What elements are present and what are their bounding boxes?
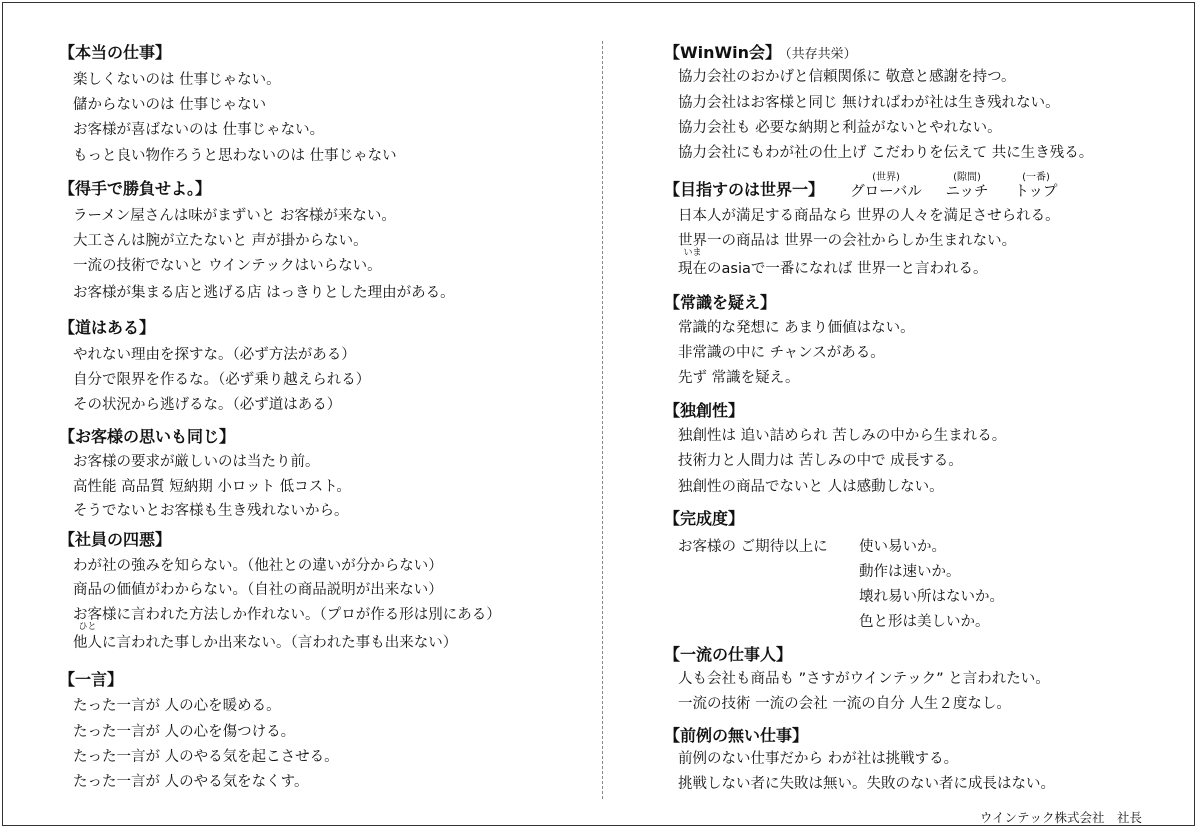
heading-title: 【WinWin会】	[664, 43, 782, 62]
section-heading: 【一言】	[59, 670, 124, 689]
section-line: ラーメン屋さんは味がまずいと お客様が来ない。	[73, 208, 396, 224]
ruby-word	[678, 248, 707, 279]
gloss-word: グローバル	[850, 184, 922, 200]
section-line: 動作は速いか。	[859, 564, 961, 580]
section-line: たった一言が 人のやる気をなくす。	[73, 774, 309, 790]
section-heading: 【お客様の思いも同じ】	[59, 427, 236, 446]
section-line: もっと良い物作ろうと思わないのは 仕事じゃない	[73, 148, 397, 164]
section-dokusosei	[664, 400, 1007, 495]
section-line: 自分で限界を作るな。（必ず乗り越えられる）	[73, 372, 371, 388]
section-okyakusama-no-omoi	[59, 426, 351, 519]
section-mezasu-wa-sekaiichi	[664, 172, 1060, 277]
section-hitokoto	[59, 669, 339, 790]
section-lead: お客様の ご期待以上に	[678, 539, 828, 555]
section-line: 挑戦しない者に失敗は無い。失敗のない者に成長はない。	[678, 776, 1055, 792]
section-joshiki-wo-utagae	[664, 292, 915, 386]
section-heading: 【完成度】	[664, 509, 745, 528]
section-ete-de-shobu	[59, 178, 455, 301]
section-zenrei-no-nai-shigoto	[664, 725, 1055, 792]
ruby-word	[73, 622, 102, 653]
gloss-reading: (一番)	[1022, 172, 1050, 183]
section-line: 楽しくないのは 仕事じゃない。	[73, 72, 281, 88]
section-line: 使い易いか。	[859, 539, 946, 555]
section-line: 商品の価値がわからない。（自社の商品説明が出来ない）	[73, 582, 443, 598]
gloss-reading: (世界)	[872, 172, 900, 183]
heading-subtitle: （共存共栄）	[785, 47, 857, 62]
section-line: 非常識の中に チャンスがある。	[678, 345, 885, 361]
section-line: 色と形は美しいか。	[859, 614, 990, 630]
section-winwin-kai	[664, 42, 1094, 161]
section-kanseido	[664, 508, 1004, 630]
section-heading: 【独創性】	[664, 401, 745, 420]
section-line: その状況から逃げるな。（必ず道はある）	[73, 397, 342, 413]
gloss-global	[848, 173, 924, 201]
section-heading: 【前例の無い仕事】	[664, 726, 809, 745]
section-michi-wa-aru	[59, 317, 371, 413]
section-line: 先ず 常識を疑え。	[678, 370, 800, 386]
section-line: わが社の強みを知らない。（他社との違いが分からない）	[73, 558, 443, 574]
section-line: 一流の技術でないと ウインテックはいらない。	[73, 258, 382, 274]
line-text: に言われた事しか出来ない。（言われた事も出来ない）	[102, 635, 458, 651]
gloss-reading: (隙間)	[953, 172, 981, 183]
section-line: 前例のない仕事だから わが社は挑戦する。	[678, 751, 959, 767]
section-heading: 【本当の仕事】	[59, 43, 172, 62]
section-line: 独創性は 追い詰められ 苦しみの中から生まれる。	[678, 428, 1007, 444]
gloss-word: トップ	[1014, 184, 1058, 200]
section-line: お客様に言われた方法しか作れない。（プロが作る形は別にある）	[73, 607, 501, 623]
gloss-top	[1012, 173, 1060, 201]
section-line: 壊れ易い所はないか。	[859, 589, 1004, 605]
section-line: 協力会社にもわが社の仕上げ こだわりを伝えて 共に生き残る。	[678, 145, 1094, 161]
section-line: たった一言が 人のやる気を起こさせる。	[73, 749, 339, 765]
section-line: 高性能 高品質 短納期 小ロット 低コスト。	[73, 479, 351, 495]
section-line: 大工さんは腕が立たないと 声が掛からない。	[73, 233, 368, 249]
section-line: そうでないとお客様も生き残れないから。	[73, 503, 349, 519]
section-line: 人も会社も商品も ”さすがウインテック” と言われたい。	[678, 671, 1050, 687]
section-line: たった一言が 人の心を傷つける。	[73, 724, 296, 740]
section-line-with-ruby	[678, 248, 988, 279]
section-line: 協力会社のおかげと信頼関係に 敬意と感謝を持つ。	[678, 69, 1016, 85]
ruby-reading: ひと	[78, 622, 97, 632]
section-line: 世界一の商品は 世界一の会社からしか生まれない。	[678, 233, 1017, 249]
section-heading: 【常識を疑え】	[664, 293, 777, 312]
ruby-reading: いま	[683, 248, 702, 258]
line-text: のasiaで一番になれば 世界一と言われる。	[707, 261, 988, 277]
section-line: 日本人が満足する商品なら 世界の人々を満足させられる。	[678, 208, 1060, 224]
section-line-with-ruby	[73, 622, 458, 653]
gloss-word: ニッチ	[945, 184, 989, 200]
section-line: お客様の要求が厳しいのは当たり前。	[73, 454, 320, 470]
section-line: 独創性の商品でないと 人は感動しない。	[678, 479, 944, 495]
section-line: 一流の技術 一流の会社 一流の自分 人生２度なし。	[678, 696, 1011, 712]
section-heading: 【社員の四悪】	[59, 530, 172, 549]
section-heading: 【得手で勝負せよ。】	[59, 179, 212, 198]
ruby-base: 現在	[678, 261, 707, 277]
section-ichiryu-no-shigotonin	[664, 644, 1050, 712]
document-page	[2, 2, 1195, 826]
section-heading	[664, 42, 857, 66]
section-line: やれない理由を探すな。（必ず方法がある）	[73, 347, 356, 363]
company-signature: ウインテック株式会社 社長	[979, 810, 1142, 825]
ruby-base: 他人	[73, 635, 102, 651]
section-line: 儲からないのは 仕事じゃない	[73, 97, 267, 113]
gloss-niche	[942, 173, 992, 201]
section-line: 協力会社も 必要な納期と利益がないとやれない。	[678, 120, 1002, 136]
section-line: たった一言が 人の心を暖める。	[73, 698, 281, 714]
section-line: 常識的な発想に あまり価値はない。	[678, 320, 915, 336]
section-line: 協力会社はお客様と同じ 無ければわが社は生き残れない。	[678, 95, 1060, 111]
section-line: お客様が喜ばないのは 仕事じゃない。	[73, 122, 325, 138]
section-shain-no-shiaku	[59, 529, 501, 651]
section-honto-no-shigoto	[59, 42, 397, 164]
section-heading: 【目指すのは世界一】	[664, 180, 825, 199]
column-divider	[602, 41, 603, 799]
section-line: お客様が集まる店と逃げる店 はっきりとした理由がある。	[73, 285, 455, 301]
section-heading: 【一流の仕事人】	[664, 645, 793, 664]
section-line: 技術力と人間力は 苦しみの中で 成長する。	[678, 453, 963, 469]
section-heading: 【道はある】	[59, 318, 156, 337]
